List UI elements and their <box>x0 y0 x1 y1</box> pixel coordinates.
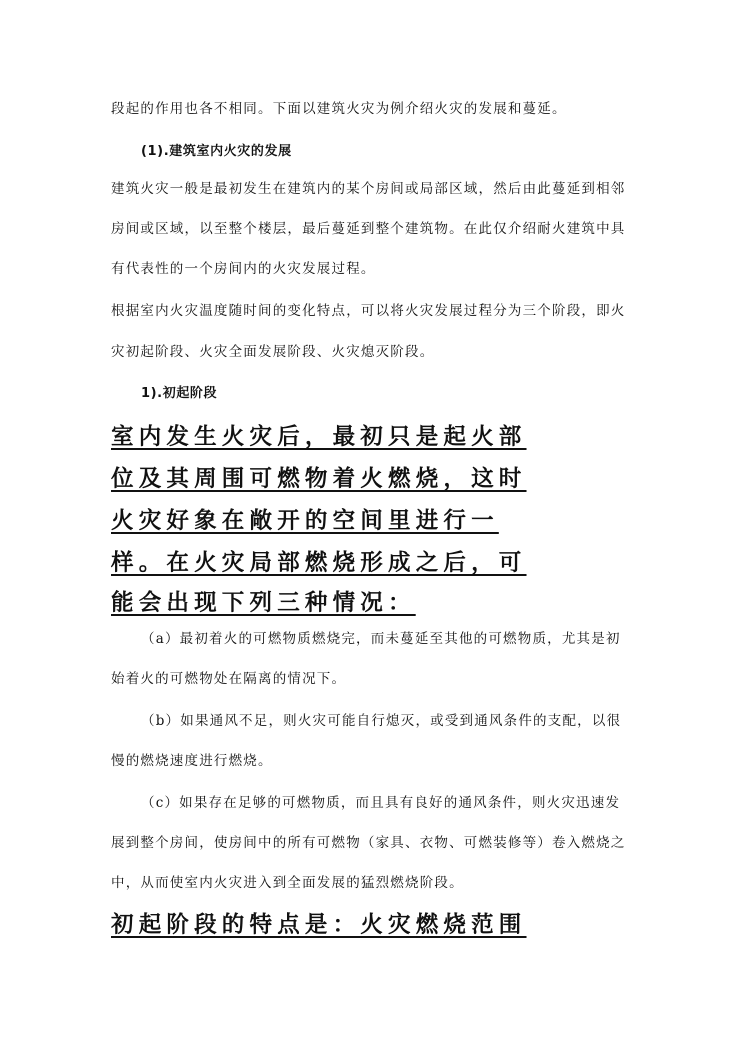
case-a-line-2: 始着火的可燃物处在隔离的情况下。 <box>111 671 347 687</box>
emphasis-line-1: 室内发生火灾后，最初只是起火部 <box>111 424 527 450</box>
case-a-line-1: （a）最初着火的可燃物质燃烧完，而未蔓延至其他的可燃物质，尤其是初 <box>141 631 621 647</box>
emphasis-final-line: 初起阶段的特点是：火灾燃烧范围 <box>111 912 527 938</box>
case-c-line-1: （c）如果存在足够的可燃物质，而且具有良好的通风条件，则火灾迅速发 <box>141 795 621 811</box>
paragraph-2-line-1: 根据室内火灾温度随时间的变化特点，可以将火灾发展过程分为三个阶段，即火 <box>111 303 626 319</box>
case-c-line-2: 展到整个房间，使房间中的所有可燃物（家具、衣物、可燃装修等）卷入燃烧之 <box>111 835 626 851</box>
emphasis-line-3: 火灾好象在敞开的空间里进行一 <box>111 508 499 534</box>
paragraph-1-line-3: 有代表性的一个房间内的火灾发展过程。 <box>111 261 376 277</box>
case-c-line-3: 中，从而使室内火灾进入到全面发展的猛烈燃烧阶段。 <box>111 875 464 891</box>
emphasis-line-5: 能会出现下列三种情况： <box>111 590 416 616</box>
emphasis-line-4: 样。在火灾局部燃烧形成之后，可 <box>111 550 527 576</box>
paragraph-1-line-2: 房间或区域，以至整个楼层，最后蔓延到整个建筑物。在此仅介绍耐火建筑中具 <box>111 221 626 237</box>
case-b-line-1: （b）如果通风不足，则火灾可能自行熄灭，或受到通风条件的支配，以很 <box>141 713 622 729</box>
intro-line: 段起的作用也各不相同。下面以建筑火灾为例介绍火灾的发展和蔓延。 <box>111 101 567 117</box>
emphasis-line-2: 位及其周围可燃物着火燃烧，这时 <box>111 466 527 492</box>
section-heading-indoor-fire: (1).建筑室内火灾的发展 <box>141 144 292 159</box>
subsection-heading-initial-stage: 1).初起阶段 <box>141 386 218 401</box>
case-b-line-2: 慢的燃烧速度进行燃烧。 <box>111 753 273 769</box>
paragraph-2-line-2: 灾初起阶段、火灾全面发展阶段、火灾熄灭阶段。 <box>111 344 435 360</box>
paragraph-1-line-1: 建筑火灾一般是最初发生在建筑内的某个房间或局部区域，然后由此蔓延到相邻 <box>111 181 626 197</box>
